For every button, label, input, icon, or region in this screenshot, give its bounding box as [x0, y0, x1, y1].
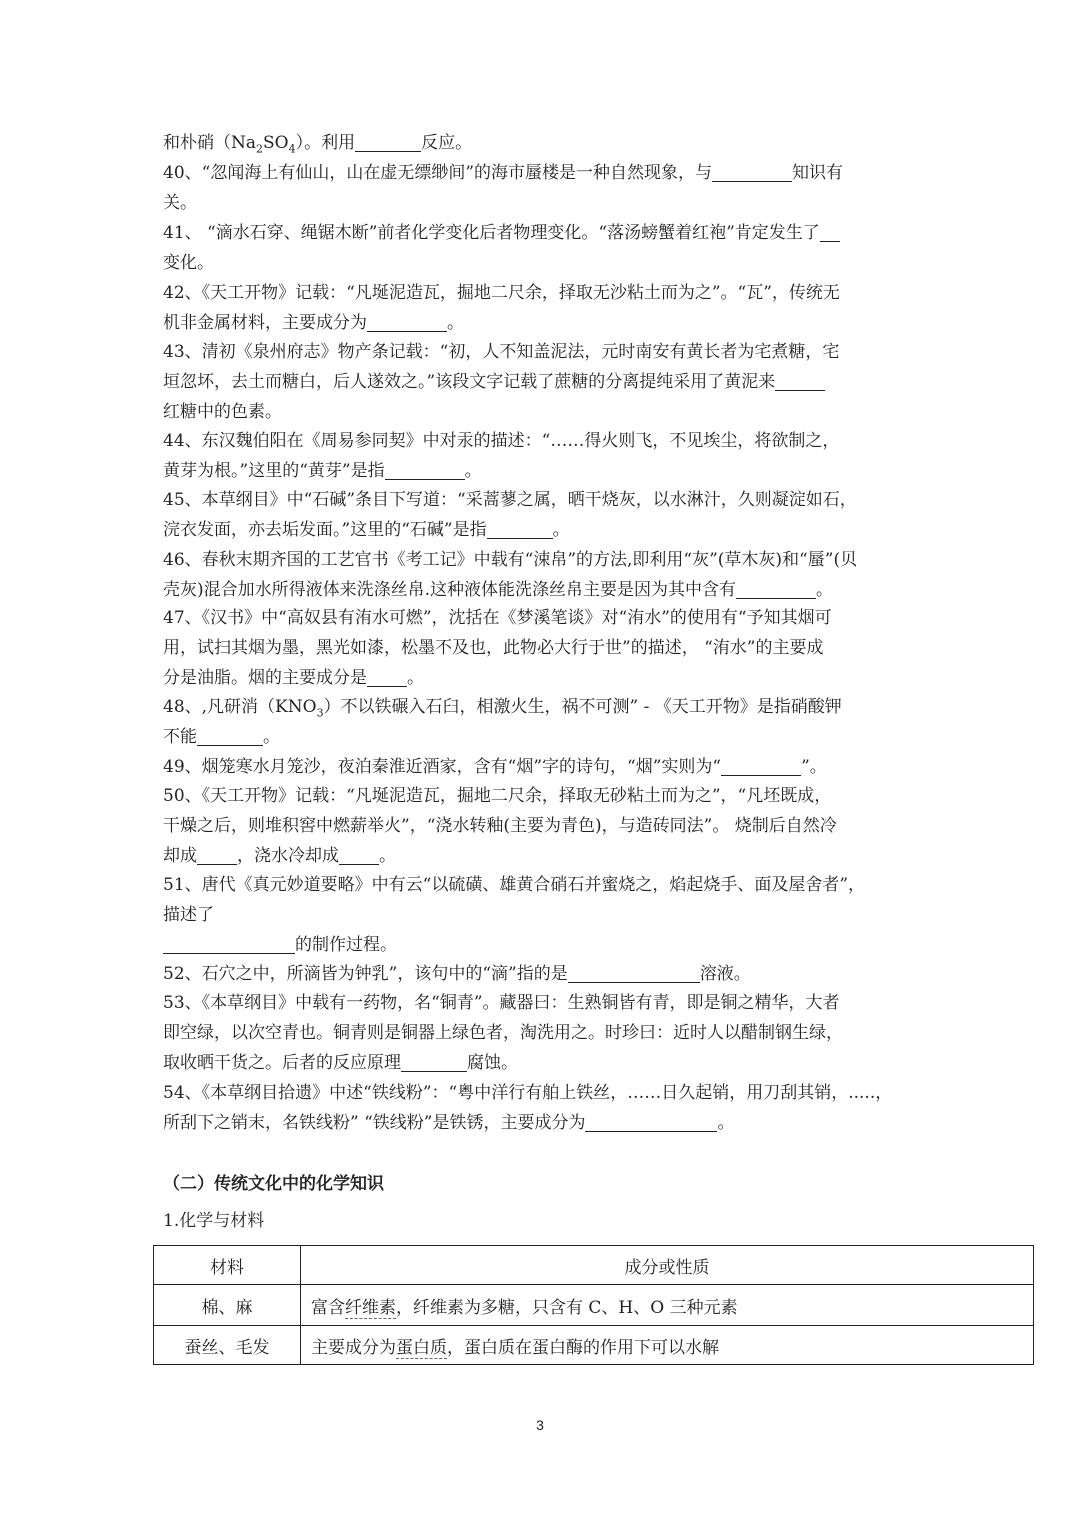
answer-blank[interactable] [163, 932, 295, 954]
question-40: 40、“忽闻海上有仙山，山在虚无缥缈间”的海市蜃楼是一种自然现象，与 知识有 关。 [163, 158, 913, 218]
answer-blank[interactable] [367, 310, 447, 332]
question-41: 41、 “滴水石穿、绳锯木断”前者化学变化后者物理变化。“落汤螃蟹着红袍”肯定发生了 变化。 [163, 218, 913, 278]
answer-blank[interactable] [721, 754, 801, 776]
question-48: 48、,凡研消$(KNO_3)$不以铁碾入石臼，相激火生，祸不可测” - 《天工开物》是指硝酸钾 不能 。 [163, 697, 842, 747]
question-50: 50、《天工开物》记载：“凡埏泥造瓦，掘地二尺余，择取无砂粘土而为之”，“凡坯既成， 干燥之后，则堆积窖中燃薪举火”，“浇水转釉(主要为青色)，与造砖同法”。 烧制后自然冷 却成 ，浇水冷却成 。 [163, 786, 837, 866]
question-42: 42、《天工开物》记载：“凡埏泥造瓦，掘地二尺余，择取无沙粘土而为之”。“瓦”，传统无 机非金属材料，主要成分为 。 [163, 283, 840, 333]
answer-blank[interactable] [355, 130, 421, 152]
question-52: 52、石穴之中，所滴皆为钟乳”，该句中的“滴”指的是 溶液。 [163, 959, 913, 989]
header-property: 成分或性质 [301, 1246, 1034, 1285]
table-row [154, 1285, 1034, 1326]
material-cell: 蚕丝、毛发 [154, 1326, 301, 1365]
answer-blank[interactable] [568, 961, 700, 983]
property-cell: 主要成分为蛋白质，蛋白质在蛋白酶的作用下可以水解 [301, 1326, 1034, 1365]
answer-blank[interactable] [367, 665, 407, 687]
materials-table [153, 1245, 1034, 1365]
answer-blank[interactable] [339, 843, 379, 865]
subsection-title: 1.化学与材料 [163, 1211, 265, 1231]
question-46: 46、春秋末期齐国的工艺官书《考工记》中载有“涑帛”的方法,即利用“灰”(草木灰)和“蜃”(贝 壳灰)混合加水所得液体来洗涤丝帛.这种液体能洗涤丝帛主要是因为其中含有 。 [163, 550, 858, 600]
question-43: 43、清初《泉州府志》物产条记载：“初，人不知盖泥法，元时南安有黄长者为宅煮糖，宅 垣忽坏，去土而糖白，后人遂效之。”该段文字记载了蔗糖的分离提纯采用了黄泥来 红糖中的色素。 [163, 342, 840, 422]
answer-blank[interactable] [487, 517, 553, 539]
section-title: （二）传统文化中的化学知识 [163, 1174, 384, 1194]
question-53: 53、《本草纲目》中载有一药物，名“铜青”。藏器曰：生熟铜皆有青，即是铜之精华，大者 即空绿，以次空青也。铜青则是铜器上绿色者，淘洗用之。时珍曰：近时人以醋制钢生绿， 取收晒干货之。后者的反应原理 腐蚀。 [163, 993, 843, 1073]
answer-blank[interactable] [197, 724, 263, 746]
table-header-row [154, 1246, 1034, 1285]
question-39-tail: 和朴硝$(Na_2SO_4)$。利用 反应。 [163, 128, 913, 158]
header-material: 材料 [154, 1246, 301, 1285]
answer-blank[interactable] [585, 1110, 717, 1132]
answer-blank[interactable] [736, 577, 816, 599]
answer-blank[interactable] [775, 369, 825, 391]
answer-blank[interactable] [385, 458, 465, 480]
question-47: 47、《汉书》中“高奴县有洧水可燃”，沈括在《梦溪笔谈》对“洧水”的使用有“予知其烟可 用，试扫其烟为墨，黑光如漆，松墨不及也，此物必大行于世”的描述， “洧水”的主要成 分是油脂。烟的主要成分是 。 [163, 608, 832, 688]
question-51: 51、唐代《真元妙道要略》中有云“以硫磺、雄黄合硝石并蜜烧之，焰起烧手、面及屋舍者”， 描述了 的制作过程。 [163, 875, 866, 955]
answer-blank[interactable] [820, 220, 840, 242]
answer-blank[interactable] [197, 843, 237, 865]
answer-blank[interactable] [401, 1050, 467, 1072]
material-cell: 棉、麻 [154, 1285, 301, 1326]
answer-blank[interactable] [712, 160, 792, 182]
question-49: 49、烟笼寒水月笼沙，夜泊秦淮近酒家，含有“烟”字的诗句，“烟”实则为“ ”。 [163, 752, 913, 782]
question-45: 45、本草纲目》中“石碱”条目下写道：“采蒿蓼之属，晒干烧灰，以水淋汁，久则凝淀如石， 浣衣发面，亦去垢发面。”这里的“石碱”是指 。 [163, 490, 857, 540]
table-row [154, 1326, 1034, 1365]
page-number: 3 [536, 1417, 544, 1433]
question-54: 54、《本草纲目拾遗》中述“铁线粉”：“粤中洋行有舶上铁丝，……日久起销，用刀刮其销，.....， 所刮下之销末，名铁线粉” “铁线粉”是铁锈，主要成分为 。 [163, 1083, 893, 1133]
property-cell: 富含纤维素，纤维素为多糖，只含有 C、H、O 三种元素 [301, 1285, 1034, 1326]
question-44: 44、东汉魏伯阳在《周易参同契》中对汞的描述：“……得火则飞，不见埃尘，将欲制之， 黄芽为根。”这里的“黄芽”是指 。 [163, 431, 840, 481]
